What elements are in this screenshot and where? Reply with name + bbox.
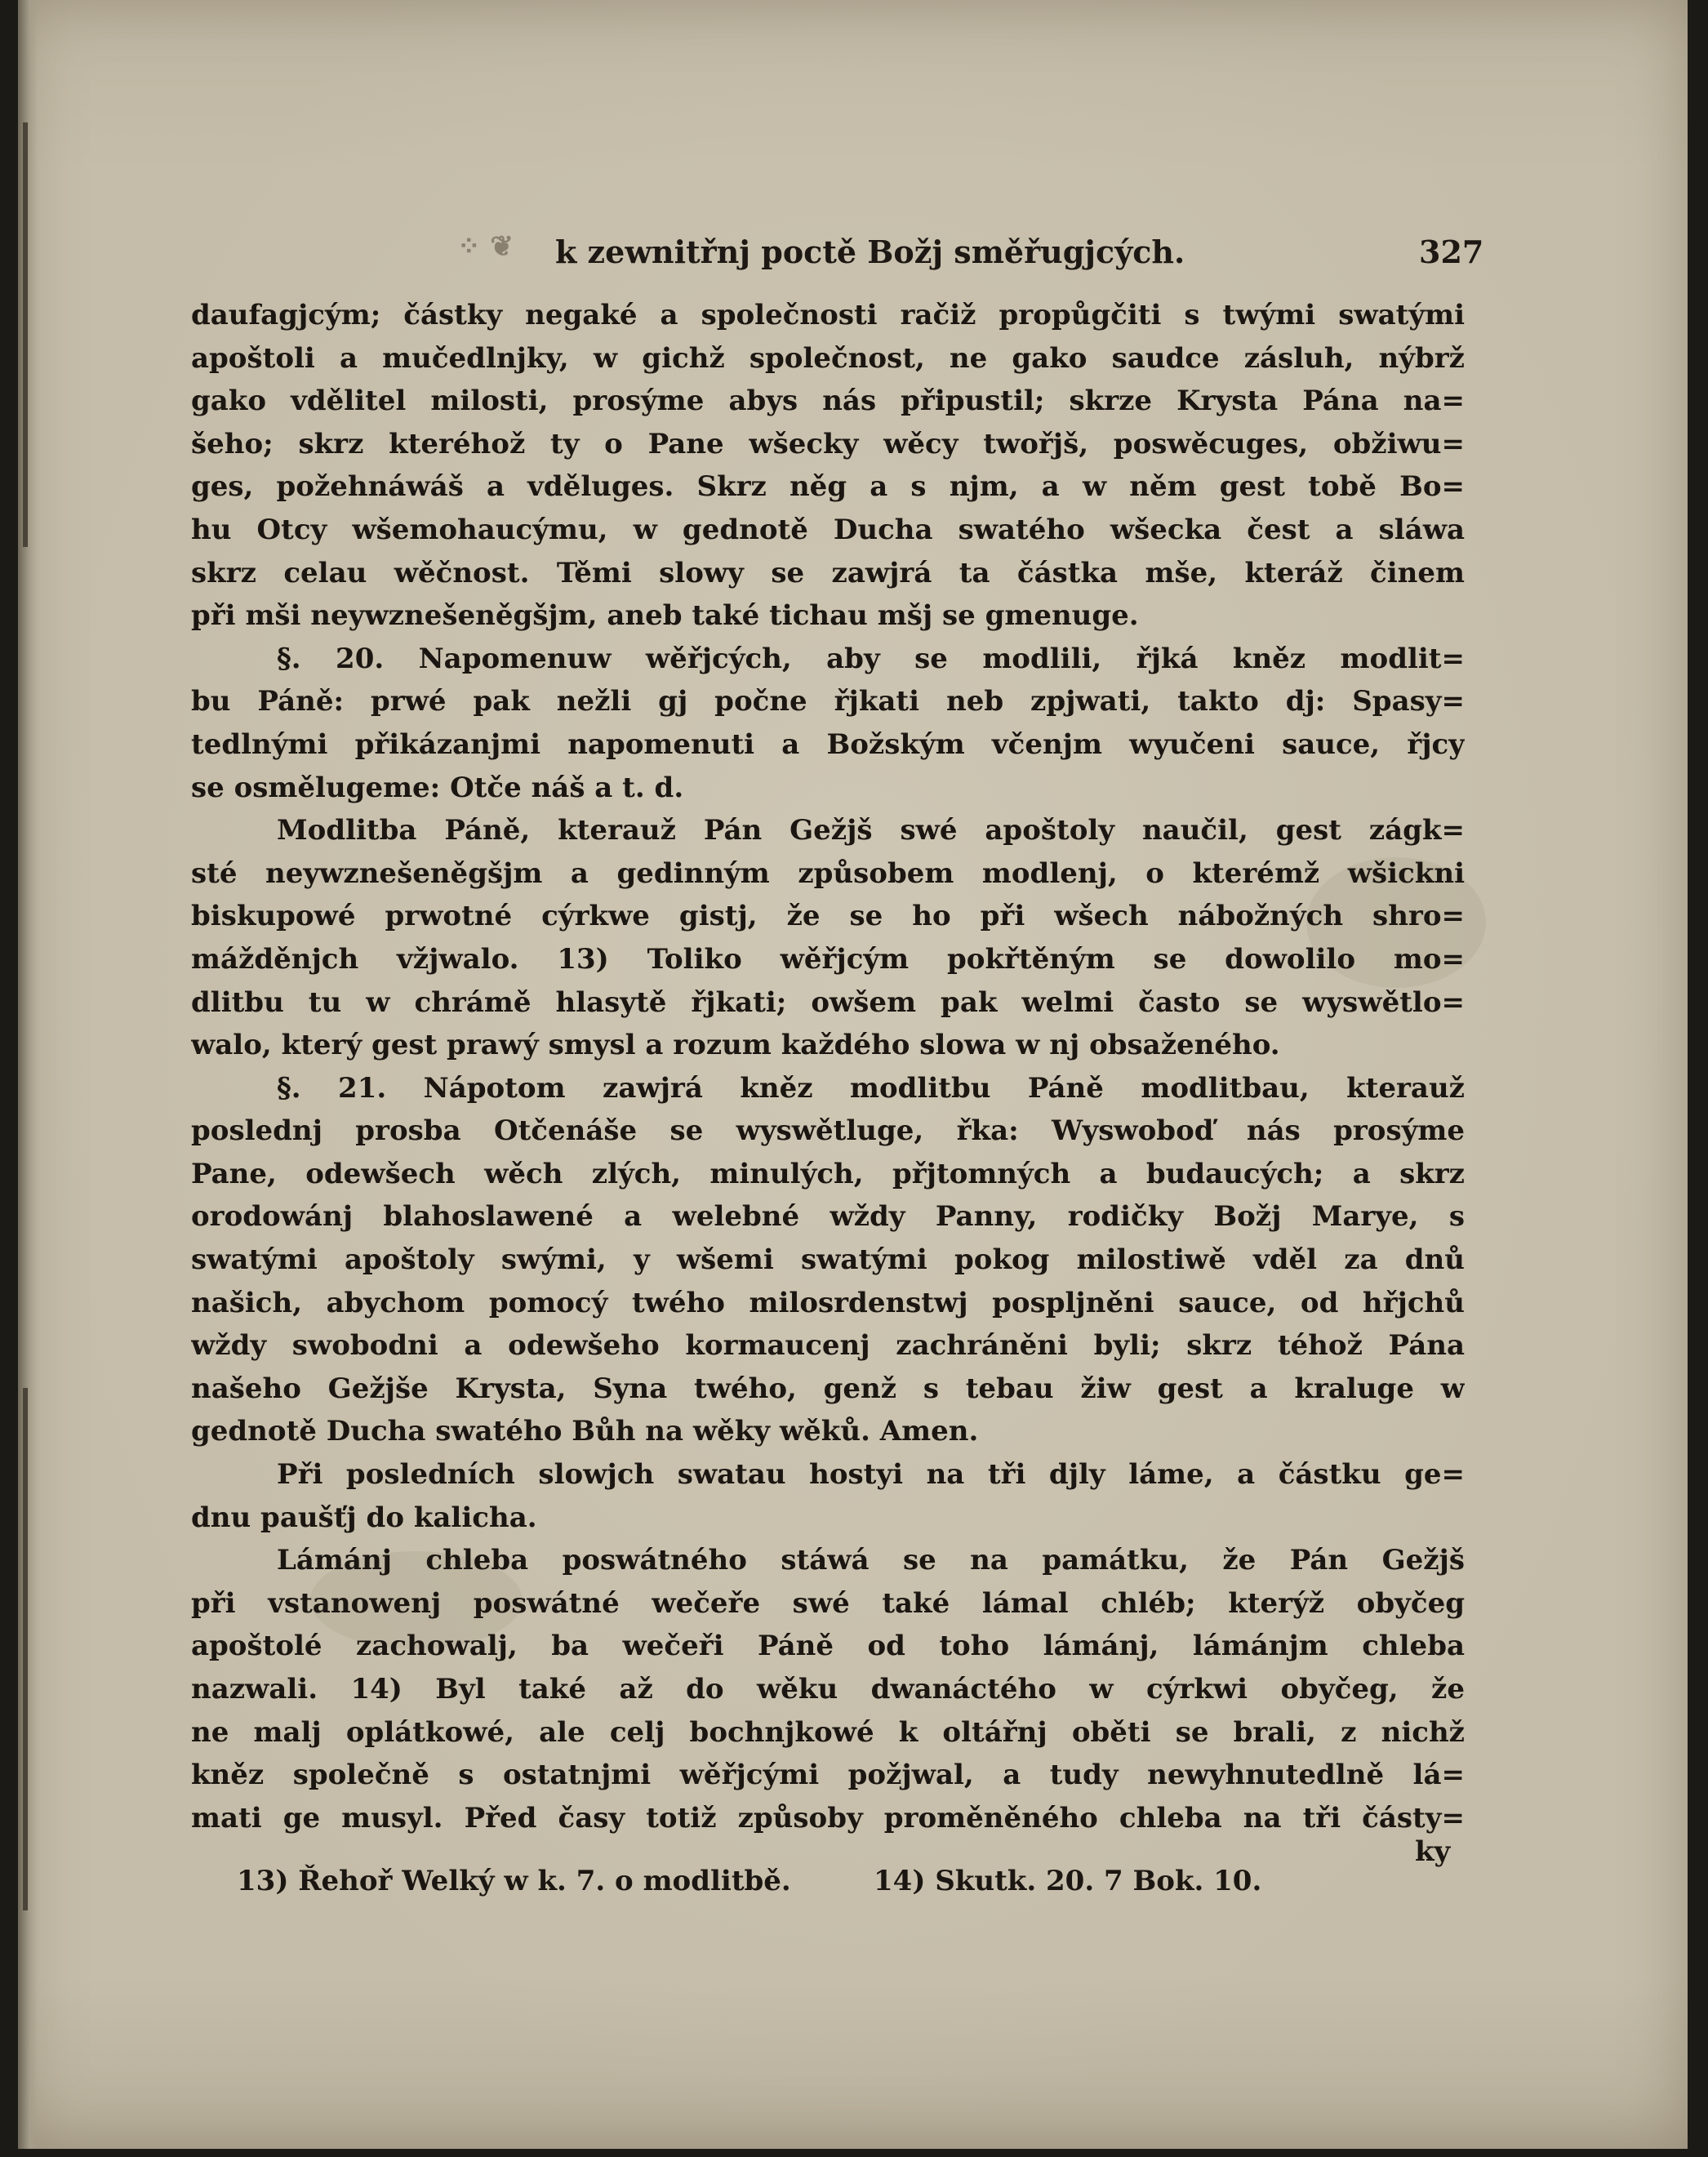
text-line: Pane, odewšech wěch zlých, minulých, přjtomných a budaucých; a skrz [191,1157,1465,1190]
left-binding-edge-lower [23,1388,28,1910]
running-header [457,227,1445,276]
text-line: dnu paušťj do kalicha. [191,1501,537,1534]
text-line: gako vdělitel milosti, prosýme abys nás připustil; skrze Krysta Pána na= [191,385,1465,418]
text-line: wždy swobodni a odewšeho kormaucenj zachráněni byli; skrz téhož Pána [191,1329,1465,1363]
text-line: apoštolé zachowalj, ba wečeři Páně od toho lámánj, lámánjm chleba [191,1630,1465,1663]
text-line: našeho Gežjše Krysta, Syna twého, genž s tebau žiw gest a kraluge w [191,1372,1465,1405]
text-line: apoštoli a mučedlnjky, w gichž společnost, ne gako saudce zásluh, nýbrž [191,341,1465,375]
text-line: biskupowé prwotné cýrkwe gistj, že se ho při wšech nábožných shro= [191,900,1465,933]
page-number: 327 [1419,233,1484,270]
footnote-13: 13) Řehoř Welký w k. 7. o modlitbě. [237,1865,791,1897]
text-line: šeho; skrz kteréhož ty o Pane wšecky wěcy twořjš, poswěcuges, obžiwu= [191,427,1465,460]
text-line: sté neywznešeněgšjm a gedinným způsobem modlenj, o kterémž wšickni [191,856,1465,890]
text-line: skrz celau wěčnost. Těmi slowy se zawjrá ta částka mše, kteráž činem [191,556,1465,589]
left-binding-edge [23,122,28,547]
catchword: ky [1415,1835,1451,1868]
text-line: Modlitba Páně, kterauž Pán Gežjš swé apoštoly naučil, gest zágk= [277,814,1465,847]
text-line: §. 20. Napomenuw wěřjcých, aby se modlili, řjká kněz modlit= [277,642,1465,675]
text-line: orodowánj blahoslawené a welebné wždy Panny, rodičky Božj Marye, s [191,1200,1465,1234]
header-ornament: ⁘ ❦ [457,230,514,263]
text-line: tedlnými přikázanjmi napomenuti a Božským včenjm wyučeni sauce, řjcy [191,727,1465,761]
text-line: při vstanowenj poswátné wečeře swé také lámal chléb; kterýž obyčeg [191,1586,1465,1620]
text-line: našich, abychom pomocý twého milosrdenstwj pospljněni sauce, od hřjchů [191,1286,1465,1319]
text-line: gednotě Ducha swatého Bůh na wěky wěků. Amen. [191,1415,979,1448]
text-line: Při posledních slowjch swatau hostyi na tři djly láme, a částku ge= [277,1458,1465,1492]
text-line: při mši neywznešeněgšjm, aneb také tichau mšj se gmenuge. [191,599,1139,633]
text-line: mati ge musyl. Před časy totiž způsoby proměněného chleba na tři částy= [191,1801,1465,1835]
text-line: swatými apoštoly swými, y wšemi swatými pokog milostiwě vděl za dnů [191,1243,1465,1277]
text-line: ges, požehnáwáš a vděluges. Skrz něg a s njm, a w něm gest tobě Bo= [191,470,1465,504]
text-line: Lámánj chleba poswátného stáwá se na památku, že Pán Gežjš [277,1544,1465,1577]
text-line: walo, který gest prawý smysl a rozum každého slowa w nj obsaženého. [191,1029,1280,1062]
text-line: ne malj oplátkowé, ale celj bochnjkowé k oltářnj oběti se brali, z nichž [191,1715,1465,1749]
footnote-14: 14) Skutk. 20. 7 Bok. 10. [874,1865,1262,1897]
text-line: bu Páně: prwé pak nežli gj počne řjkati neb zpjwati, takto dj: Spasy= [191,685,1465,718]
text-line: mážděnjch vžjwalo. 13) Toliko wěřjcým pokřtěným se dowolilo mo= [191,942,1465,976]
running-head-text: k zewnitřnj poctě Božj směřugjcých. [555,233,1185,270]
text-line: daufagjcým; částky negaké a společnosti račiž propůgčiti s twými swatými [191,299,1465,331]
text-line: kněz společně s ostatnjmi wěřjcými požjwal, a tudy newyhnutedlně lá= [191,1759,1465,1792]
text-line: poslednj prosba Otčenáše se wyswětluge, řka: Wyswoboď nás prosýme [191,1114,1465,1148]
text-line: se osmělugeme: Otče náš a t. d. [191,771,684,804]
text-line: dlitbu tu w chrámě hlasytě řjkati; owšem pak welmi často se wyswětlo= [191,985,1465,1019]
book-spine-shadow [18,0,38,2149]
text-line: §. 21. Nápotom zawjrá kněz modlitbu Páně modlitbau, kterauž [277,1071,1465,1105]
text-line: hu Otcy wšemohaucýmu, w gednotě Ducha swatého wšecka čest a sláwa [191,513,1465,546]
text-line: nazwali. 14) Byl také až do wěku dwanáctého w cýrkwi obyčeg, že [191,1673,1465,1706]
main-text-block [191,294,1465,1839]
